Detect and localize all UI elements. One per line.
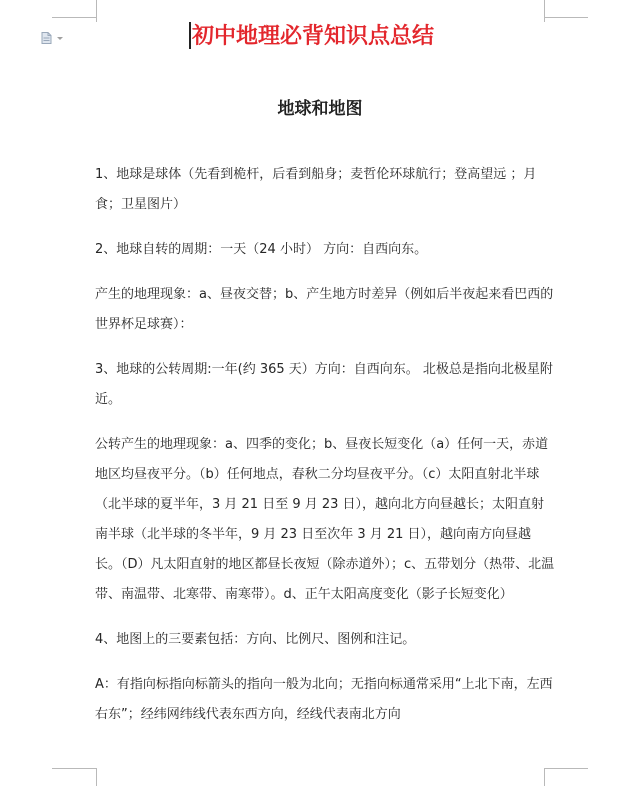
- text-cursor: [189, 22, 191, 49]
- paragraph-6[interactable]: 4、地图上的三要素包括：方向、比例尺、图例和注记。: [95, 632, 416, 647]
- paragraph-7[interactable]: A：有指向标指向标箭头的指向一般为北向；无指向标通常采用“上北下南，左西右东”；经纬网纬线代表东西方向，经线代表南北方向: [95, 677, 553, 722]
- crop-mark-top-left-v: [96, 0, 97, 22]
- section-heading[interactable]: 地球和地图: [277, 99, 363, 119]
- crop-mark-top-right-v: [544, 0, 545, 22]
- crop-mark-bottom-left-v: [96, 768, 97, 786]
- crop-mark-bottom-left-h: [52, 768, 96, 769]
- document-options-button[interactable]: [41, 29, 65, 41]
- crop-mark-top-left-h: [52, 17, 96, 18]
- document-body: [95, 160, 555, 730]
- paragraph-3[interactable]: 产生的地理现象：a、昼夜交替；b、产生地方时差异（例如后半夜起来看巴西的世界杯足球赛）：: [95, 287, 554, 332]
- paragraph-5[interactable]: 公转产生的地理现象：a、四季的变化；b、昼夜长短变化（a）任何一天，赤道地区均昼夜平分。（b）任何地点，春秋二分均昼夜平分。（c）太阳直射北半球（北半球的夏半年，3 月 21 日至 9 月 23 日），越向北方向昼越长；太阳直射南半球（北半球的冬半年，9 月 23 日至次年 3 月 21 日），越向南方向昼越长。（D）凡太阳直射的地区都昼长夜短（除赤道外）；c、五带划分（热带、北温带、南温带、北寒带、南寒带）。d、正午太阳高度变化（影子长短变化）: [95, 437, 555, 602]
- paragraph-1[interactable]: 1、地球是球体（先看到桅杆，后看到船身；麦哲伦环球航行；登高望远 ；月食；卫星图片）: [95, 167, 537, 212]
- crop-mark-top-right-h: [544, 17, 588, 18]
- document-icon: [41, 32, 65, 44]
- paragraph-2[interactable]: 2、地球自转的周期：一天（24 小时） 方向：自西向东。: [95, 242, 428, 257]
- paragraph-4[interactable]: 3、地球的公转周期:一年(约 365 天）方向：自西向东。 北极总是指向北极星附近。: [95, 362, 553, 407]
- document-title[interactable]: 初中地理必背知识点总结: [192, 23, 435, 49]
- crop-mark-bottom-right-h: [544, 768, 588, 769]
- crop-mark-bottom-right-v: [544, 768, 545, 786]
- chevron-down-icon: [57, 37, 63, 40]
